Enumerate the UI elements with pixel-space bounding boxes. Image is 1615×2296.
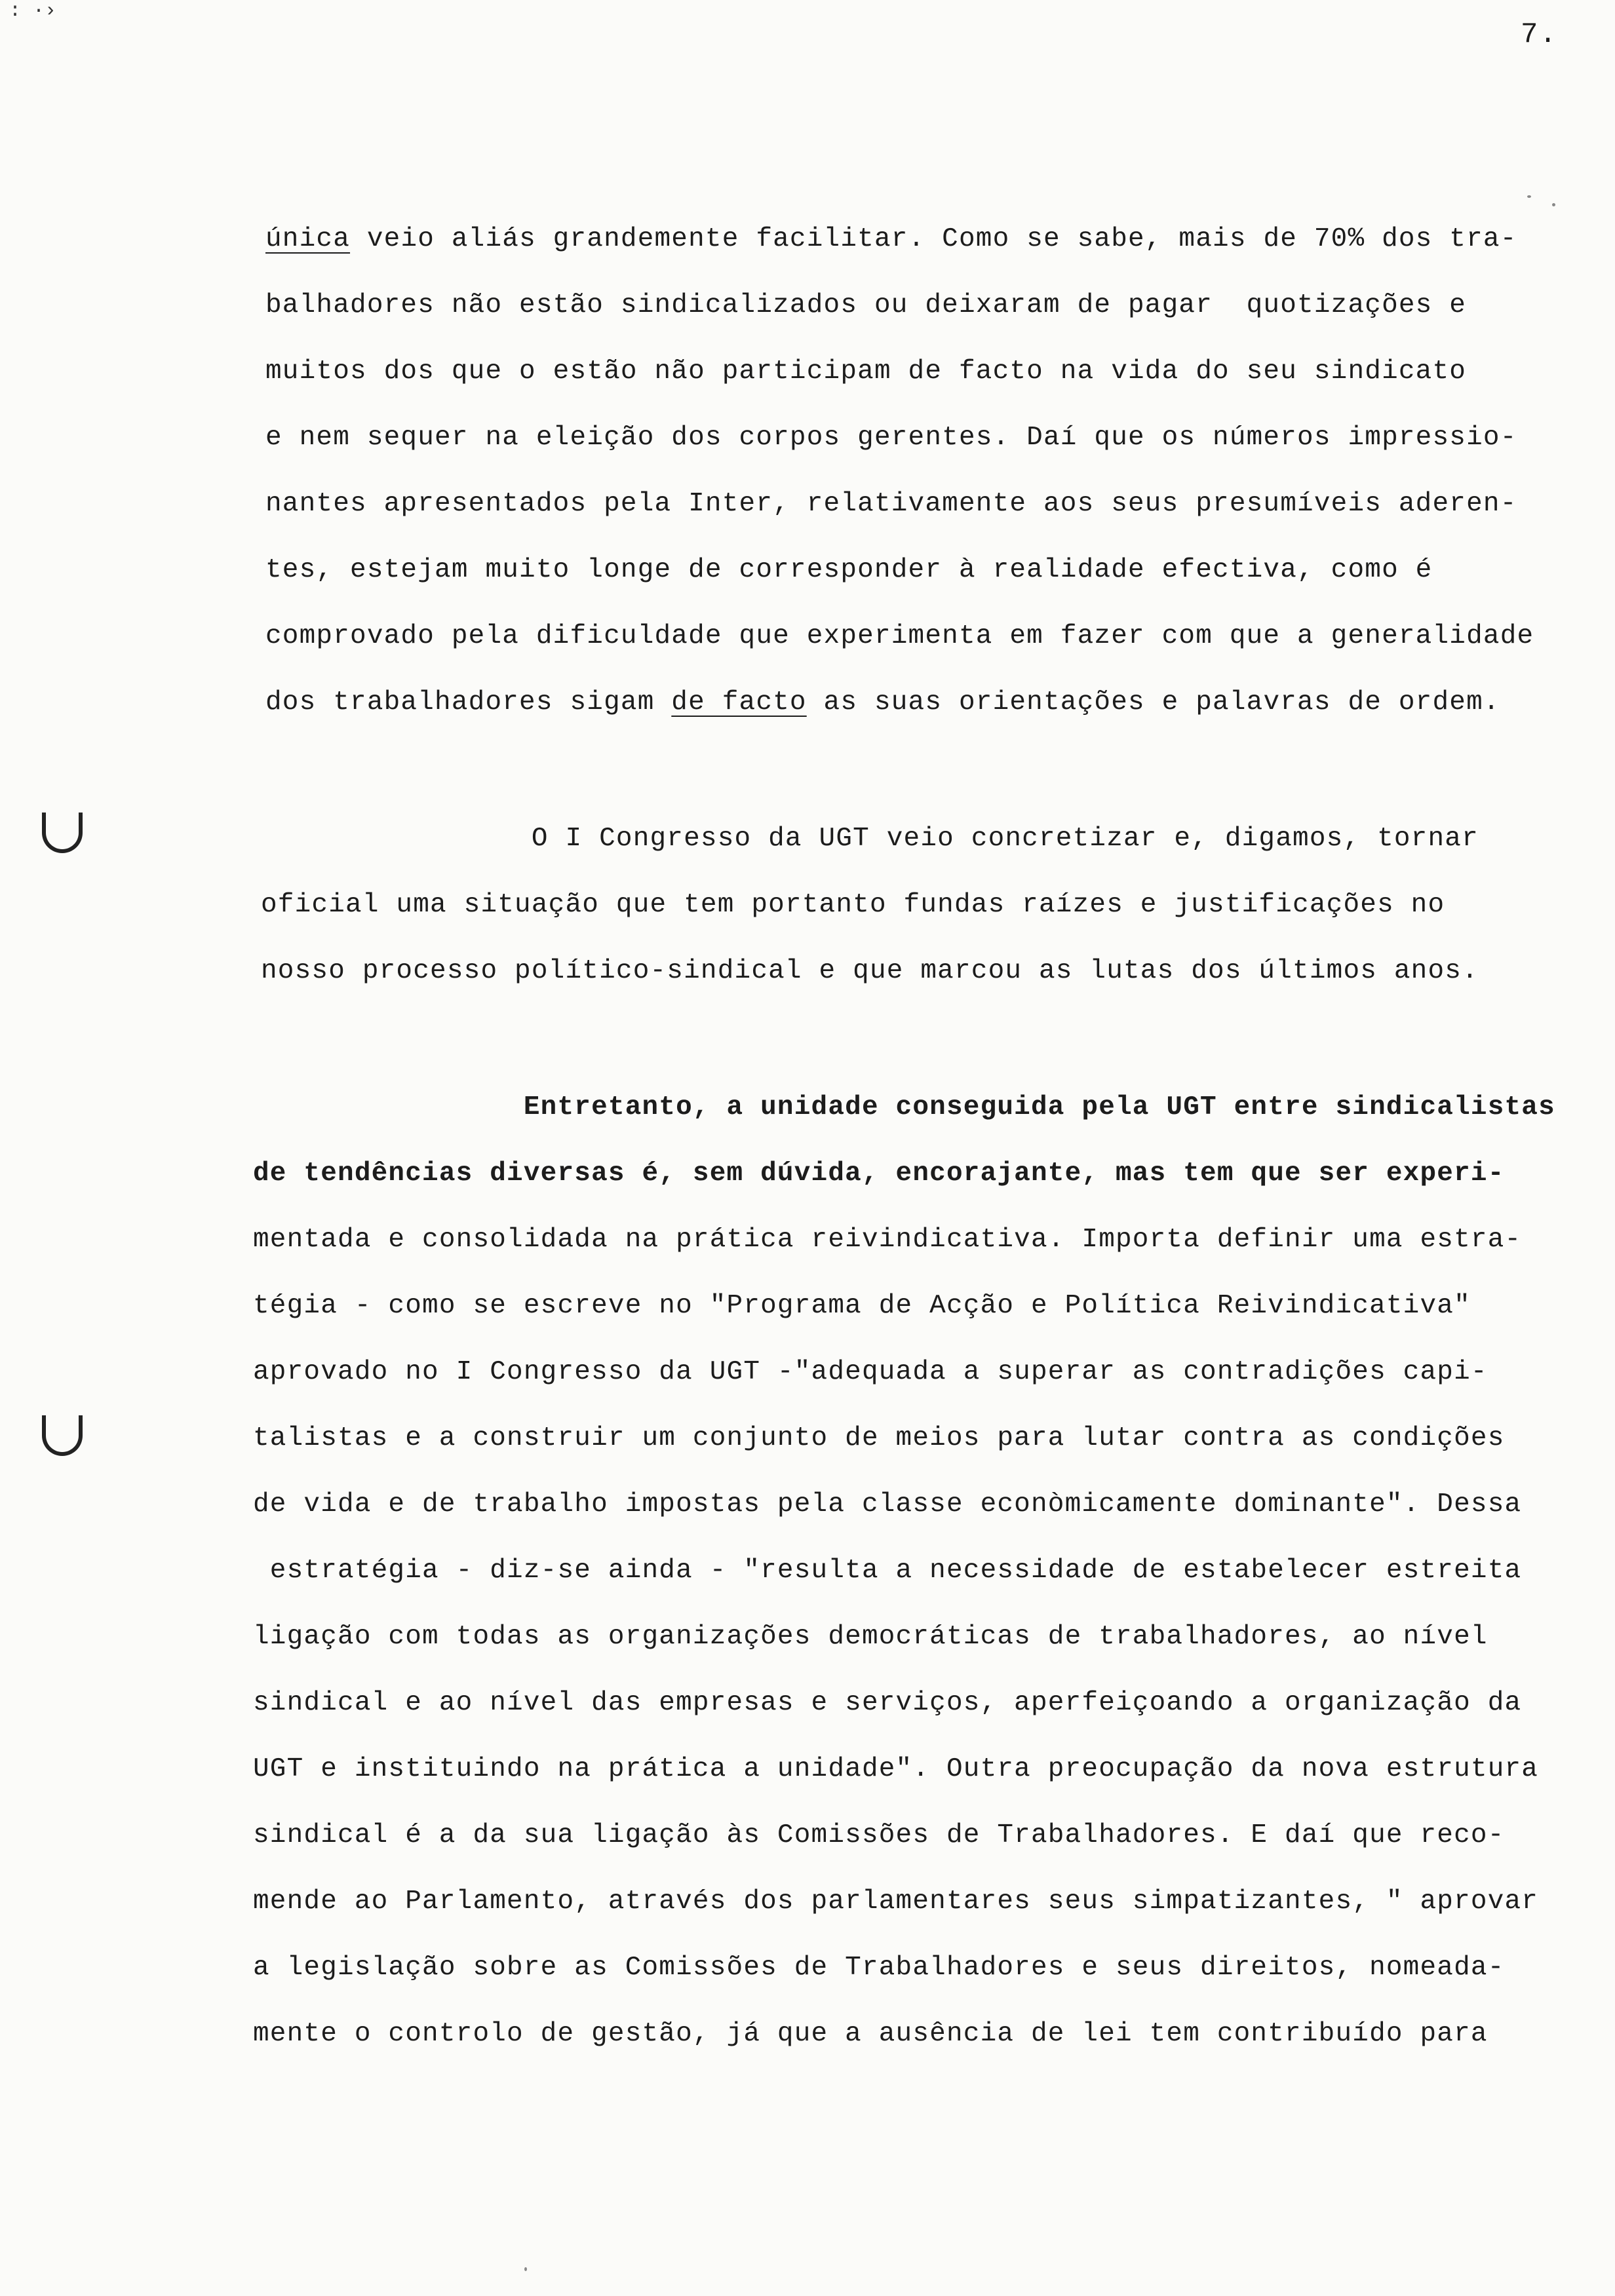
paragraph-2 [261, 806, 1605, 1004]
text-line: muitos dos que o estão não participam de facto na vida do seu sindicato [265, 356, 1467, 387]
text-line: aprovado no I Congresso da UGT -"adequada a superar as contradições capi- [253, 1357, 1488, 1387]
underlined-word: única [265, 224, 351, 254]
punch-hole-top [42, 813, 83, 853]
paragraph-3 [253, 1075, 1597, 2067]
underlined-phrase: de facto [671, 687, 807, 718]
text-line: única veio aliás grandemente facilitar. Como se sabe, mais de 70% dos tra- [265, 224, 1517, 254]
text-line: de vida e de trabalho impostas pela classe econòmicamente dominante". Dessa [253, 1489, 1522, 1520]
text-line: mende ao Parlamento, através dos parlamentares seus simpatizantes, " aprovar [253, 1886, 1539, 1917]
corner-mark: : ·› [9, 0, 57, 22]
text-line: tégia - como se escreve no "Programa de Acção e Política Reivindicativa" [253, 1291, 1471, 1321]
text-line: sindical é a da sua ligação às Comissões de Trabalhadores. E daí que reco- [253, 1820, 1505, 1850]
text-line: balhadores não estão sindicalizados ou deixaram de pagar quotizações e [265, 290, 1467, 320]
text-line: oficial uma situação que tem portanto fundas raízes e justificações no [261, 890, 1445, 920]
text-line: mente o controlo de gestão, já que a ausência de lei tem contribuído para [253, 2019, 1488, 2049]
text-line: tes, estejam muito longe de corresponder à realidade efectiva, como é [265, 555, 1433, 585]
text-line: mentada e consolidada na prática reivindicativa. Importa definir uma estra- [253, 1225, 1522, 1255]
text-line: talistas e a construir um conjunto de meios para lutar contra as condições [253, 1423, 1505, 1453]
paper-fleck [1527, 195, 1531, 198]
text-line: nantes apresentados pela Inter, relativamente aos seus presumíveis aderen- [265, 489, 1517, 519]
text-line: Entretanto, a unidade conseguida pela UGT entre sindicalistas [253, 1092, 1555, 1122]
page-number: 7. [1521, 18, 1558, 51]
text-line: ligação com todas as organizações democráticas de trabalhadores, ao nível [253, 1622, 1488, 1652]
text-line: a legislação sobre as Comissões de Trabalhadores e seus direitos, nomeada- [253, 1953, 1505, 1983]
text-line: e nem sequer na eleição dos corpos gerentes. Daí que os números impressio- [265, 423, 1517, 453]
text-line: UGT e instituindo na prática a unidade". Outra preocupação da nova estrutura [253, 1754, 1539, 1784]
text-line: de tendências diversas é, sem dúvida, encorajante, mas tem que ser experi- [253, 1158, 1505, 1189]
punch-hole-bottom [42, 1415, 83, 1456]
text-line: nosso processo político-sindical e que marcou as lutas dos últimos anos. [261, 956, 1479, 986]
text-line: dos trabalhadores sigam de facto as suas orientações e palavras de ordem. [265, 687, 1500, 718]
text-line: estratégia - diz-se ainda - "resulta a necessidade de estabelecer estreita [253, 1556, 1522, 1586]
text-line: comprovado pela dificuldade que experimenta em fazer com que a generalidade [265, 621, 1534, 651]
paper-fleck [524, 2267, 527, 2271]
paragraph-1 [265, 206, 1609, 736]
text-line: sindical e ao nível das empresas e serviços, aperfeiçoando a organização da [253, 1688, 1522, 1718]
text-line: O I Congresso da UGT veio concretizar e, digamos, tornar [261, 824, 1479, 854]
